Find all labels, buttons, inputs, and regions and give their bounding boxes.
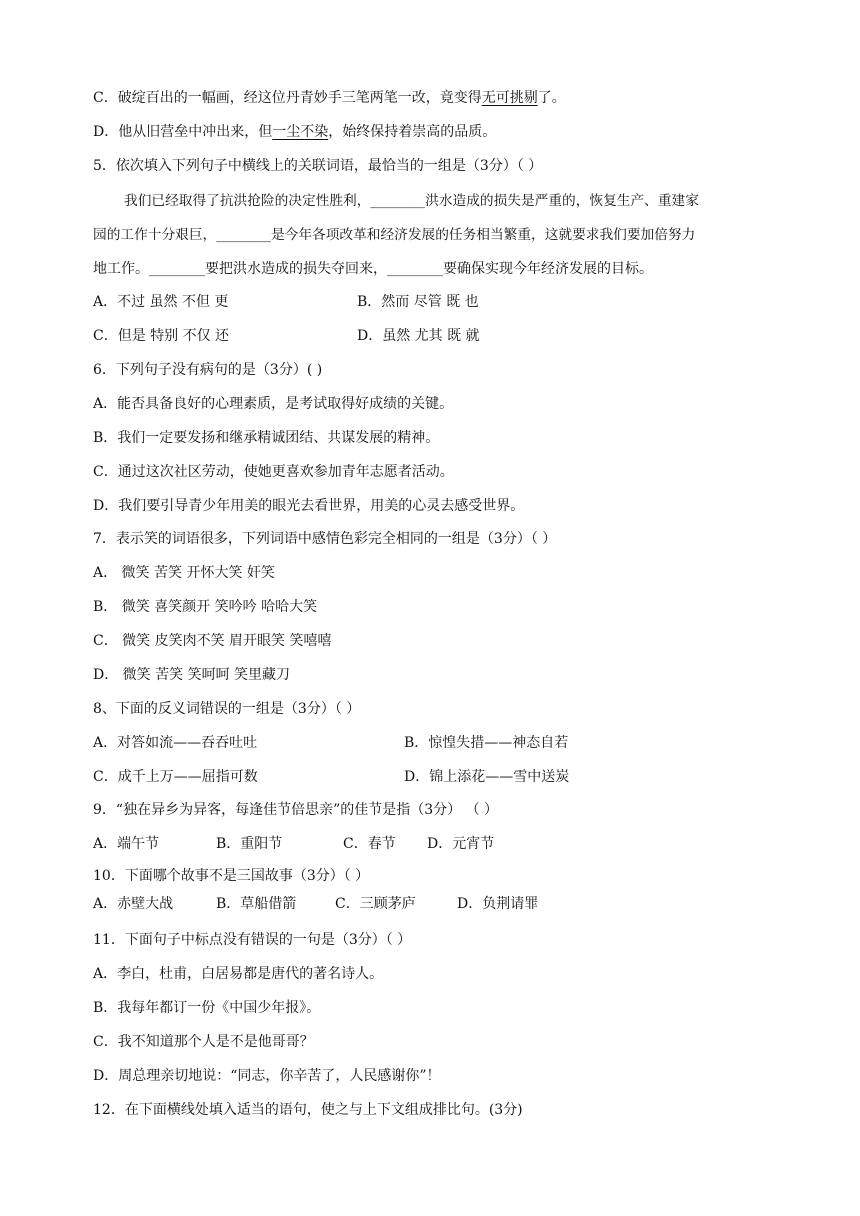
q11-option-d: D．周总理亲切地说：“同志，你辛苦了，人民感谢你”！ <box>93 1068 441 1084</box>
q11-option-a: A．李白，杜甫，白居易都是唐代的著名诗人。 <box>93 966 384 982</box>
q7-option-a: A． 微笑 苦笑 开怀大笑 奸笑 <box>93 565 275 581</box>
q7-option-b: B． 微笑 喜笑颜开 笑吟吟 哈哈大笑 <box>93 599 318 615</box>
q6-option-b: B．我们一定要发扬和继承精诚团结、共谋发展的精神。 <box>93 430 440 446</box>
q10-option-d: D．负荆请罪 <box>457 896 539 912</box>
q9-option-d: D．元宵节 <box>427 836 495 852</box>
q4-option-c-underlined: 无可挑剔 <box>481 90 538 106</box>
q11-option-c: C．我不知道那个人是不是他哥哥？ <box>93 1034 314 1050</box>
q5-passage-line-2: 园的工作十分艰巨，________是今年各项改革和经济发展的任务相当繁重，这就要求我们要加倍努力 <box>93 227 696 243</box>
q6-option-a: A．能否具备良好的心理素质，是考试取得好成绩的关键。 <box>93 396 454 412</box>
q7-stem: 7．表示笑的词语很多，下列词语中感情色彩完全相同的一组是（3分）（ ） <box>93 531 557 547</box>
q9-stem: 9．“独在异乡为异客，每逢佳节倍思亲”的佳节是指（3分） （ ） <box>93 802 499 818</box>
q8-option-c: C．成千上万——屈指可数 <box>93 769 258 785</box>
q7-option-d: D． 微笑 苦笑 笑呵呵 笑里藏刀 <box>93 667 291 683</box>
q5-option-c: C．但是 特别 不仅 还 <box>93 328 230 344</box>
q4-option-d-underlined: 一尘不染 <box>272 124 329 140</box>
q10-option-a: A．赤壁大战 <box>93 896 174 912</box>
q5-passage-line-3: 地工作。________要把洪水造成的损失夺回来，________要确保实现今年经济发展的目标。 <box>93 261 653 277</box>
q8-stem: 8、下面的反义词错误的一组是（3分）（ ） <box>93 701 361 717</box>
q4-option-d: D．他从旧营垒中冲出来，但一尘不染，始终保持着崇高的品质。 <box>93 124 497 140</box>
q5-passage-line-1: 我们已经取得了抗洪抢险的决定性胜利，________洪水造成的损失是严重的，恢复生产、重建家 <box>124 193 699 209</box>
q5-option-a: A．不过 虽然 不但 更 <box>93 294 229 310</box>
q11-stem: 11．下面句子中标点没有错误的一句是（3分）（ ） <box>93 932 412 948</box>
q8-option-d: D．锦上添花——雪中送炭 <box>404 769 570 785</box>
q9-option-c: C．春节 <box>343 836 396 852</box>
q12-stem: 12．在下面横线处填入适当的语句，使之与上下文组成排比句。(3分) <box>93 1102 523 1118</box>
q6-option-d: D．我们要引导青少年用美的眼光去看世界，用美的心灵去感受世界。 <box>93 498 525 514</box>
q10-stem: 10．下面哪个故事不是三国故事（3分）（ ） <box>93 868 370 884</box>
q8-option-b: B．惊惶失措——神态自若 <box>404 735 569 751</box>
q7-option-c: C． 微笑 皮笑肉不笑 眉开眼笑 笑嘻嘻 <box>93 633 332 649</box>
q4-option-c: C．破绽百出的一幅画，经这位丹青妙手三笔两笔一改，竟变得无可挑剔了。 <box>93 90 566 106</box>
q10-option-c: C．三顾茅庐 <box>335 896 416 912</box>
q5-stem: 5．依次填入下列句子中横线上的关联词语，最恰当的一组是（3分）（ ） <box>93 158 543 174</box>
q9-option-b: B．重阳节 <box>216 836 283 852</box>
q5-option-d: D．虽然 尤其 既 就 <box>357 328 480 344</box>
q5-option-b: B．然而 尽管 既 也 <box>357 294 479 310</box>
q9-option-a: A．端午节 <box>93 836 160 852</box>
q11-option-b: B．我每年都订一份《中国少年报》。 <box>93 1000 321 1016</box>
q6-stem: 6．下列句子没有病句的是（3分）( ) <box>93 362 323 378</box>
q6-option-c: C．通过这次社区劳动，使她更喜欢参加青年志愿者活动。 <box>93 464 454 480</box>
q8-option-a: A．对答如流——吞吞吐吐 <box>93 735 258 751</box>
q10-option-b: B．草船借箭 <box>216 896 297 912</box>
